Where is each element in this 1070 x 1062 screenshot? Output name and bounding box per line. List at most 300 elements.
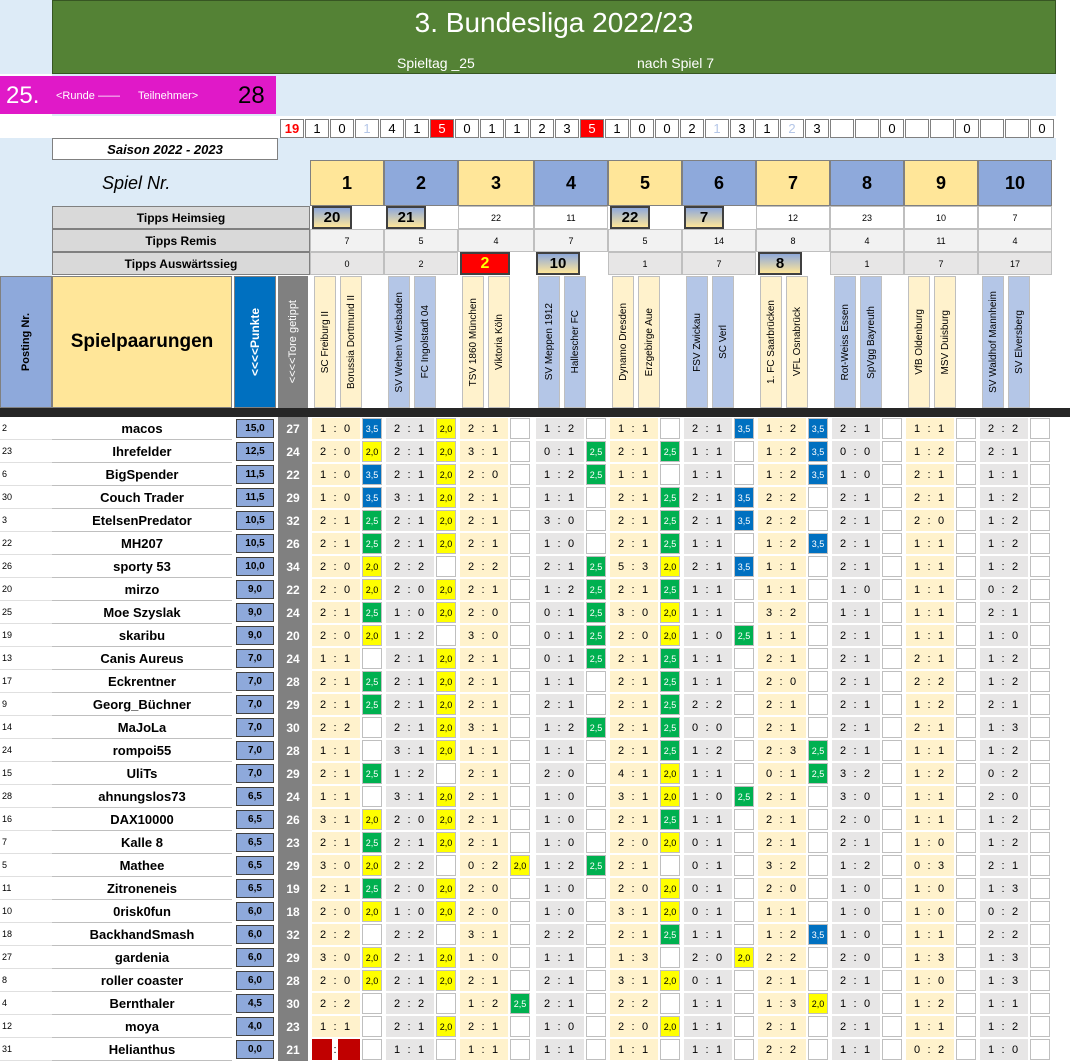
tipp-points xyxy=(734,464,754,485)
tipp-home: 1 xyxy=(617,422,625,435)
tipp-home: 1 xyxy=(913,905,921,918)
posting-nr: 7 xyxy=(0,831,52,854)
tipp-points xyxy=(956,901,976,922)
tipp-points xyxy=(1030,418,1050,439)
tipp-away: 1 xyxy=(641,928,649,941)
tipp-colon: : xyxy=(779,882,783,895)
tipp-home: 1 xyxy=(319,491,327,504)
table-row xyxy=(0,509,1070,532)
posting-nr: 25 xyxy=(0,601,52,624)
tipp-colon: : xyxy=(557,905,561,918)
teilnehmer-label: Teilnehmer> xyxy=(138,90,199,102)
tipp-colon: : xyxy=(853,491,857,504)
tipp-colon: : xyxy=(705,813,709,826)
tipp-away: 1 xyxy=(491,537,499,550)
tipp-colon: : xyxy=(557,629,561,642)
tipp-colon: : xyxy=(631,422,635,435)
tipp-points: 2,0 xyxy=(436,1016,456,1037)
tipp-home: 1 xyxy=(839,468,847,481)
table-row xyxy=(0,624,1070,647)
tipp-points xyxy=(956,694,976,715)
top-number-cell xyxy=(855,119,879,138)
tipp-points: 2,0 xyxy=(436,901,456,922)
tore-getippt: 29 xyxy=(278,946,308,969)
tipp-points xyxy=(586,418,606,439)
tore-getippt: 18 xyxy=(278,900,308,923)
tipp-points: 2,0 xyxy=(660,625,680,646)
tipp-home: 2 xyxy=(617,997,625,1010)
posting-nr: 5 xyxy=(0,854,52,877)
tipp-away: 1 xyxy=(641,514,649,527)
tipp-colon: : xyxy=(631,951,635,964)
tipp-points xyxy=(586,809,606,830)
tipp-home: 0 xyxy=(691,905,699,918)
tipp-points xyxy=(882,487,902,508)
tipp-home: 2 xyxy=(913,514,921,527)
tipp-colon: : xyxy=(853,537,857,550)
tipp-points: 2,0 xyxy=(436,671,456,692)
tipp-home: 1 xyxy=(913,951,921,964)
team-home-header xyxy=(834,276,856,408)
tipp-points xyxy=(436,1039,456,1060)
tipp-away: 1 xyxy=(937,790,945,803)
tipp-points: 3,5 xyxy=(808,418,828,439)
tipp-home: 2 xyxy=(467,882,475,895)
tipp-colon: : xyxy=(333,928,337,941)
team-home-header xyxy=(462,276,484,408)
top-number-cell: 3 xyxy=(805,119,829,138)
tipp-points: 2,0 xyxy=(436,832,456,853)
tipp-colon: : xyxy=(1001,468,1005,481)
tipp-points xyxy=(586,740,606,761)
teilnehmer-count: 28 xyxy=(238,82,265,109)
table-row xyxy=(0,785,1070,808)
tipp-points: 2,0 xyxy=(436,441,456,462)
tipp-points xyxy=(586,763,606,784)
tipp-colon: : xyxy=(853,445,857,458)
player-name: gardenia xyxy=(52,946,232,969)
posting-nr: 10 xyxy=(0,900,52,923)
tipp-colon: : xyxy=(1001,698,1005,711)
tipp-home: 2 xyxy=(393,836,401,849)
tipp-colon: : xyxy=(705,997,709,1010)
tipp-colon: : xyxy=(333,951,337,964)
player-name: Helianthus xyxy=(52,1038,232,1061)
tipp-home: 2 xyxy=(839,491,847,504)
tipp-away: 0 xyxy=(715,629,723,642)
tipp-away: 1 xyxy=(937,629,945,642)
tipp-home: 2 xyxy=(839,951,847,964)
tipp-home: 1 xyxy=(839,928,847,941)
tore-getippt: 24 xyxy=(278,440,308,463)
tore-getippt: 19 xyxy=(278,877,308,900)
tipp-points: 3,5 xyxy=(734,487,754,508)
tipp-colon: : xyxy=(927,514,931,527)
tipp-home: 1 xyxy=(543,721,551,734)
tipp-points xyxy=(956,924,976,945)
tipp-home: 3 xyxy=(617,974,625,987)
tipp-away: 1 xyxy=(491,767,499,780)
tipp-away: 1 xyxy=(491,491,499,504)
tipp-home: 1 xyxy=(467,1043,475,1056)
table-row xyxy=(0,854,1070,877)
tipp-away: 1 xyxy=(343,790,351,803)
team-home-name: 1. FC Saarbrücken xyxy=(765,300,777,384)
tipp-home: 1 xyxy=(617,951,625,964)
table-row xyxy=(0,463,1070,486)
tipp-away: 0 xyxy=(417,905,425,918)
heimsieg-label: Tipps Heimsieg xyxy=(52,206,310,229)
table-row xyxy=(0,440,1070,463)
tipp-home: 2 xyxy=(467,905,475,918)
tipp-colon: : xyxy=(557,514,561,527)
top-number-cell: 0 xyxy=(880,119,904,138)
tipp-away: 2 xyxy=(343,928,351,941)
tipp-away: 1 xyxy=(567,1043,575,1056)
tipp-points: 2,0 xyxy=(436,717,456,738)
tipp-colon: : xyxy=(557,537,561,550)
tipp-away: 0 xyxy=(567,514,575,527)
tipp-colon: : xyxy=(481,974,485,987)
tipp-colon: : xyxy=(407,974,411,987)
tipp-home: 3 xyxy=(765,606,773,619)
tipp-home: 1 xyxy=(839,859,847,872)
tipp-home: 2 xyxy=(467,790,475,803)
tipp-points xyxy=(956,1016,976,1037)
tipp-points xyxy=(734,878,754,899)
tipp-home: 0 xyxy=(839,445,847,458)
tipp-colon: : xyxy=(853,583,857,596)
tipp-home: 1 xyxy=(543,790,551,803)
tipp-points: 2,5 xyxy=(660,809,680,830)
tipp-colon: : xyxy=(779,1043,783,1056)
tipp-away: 2 xyxy=(491,859,499,872)
tipp-home: 2 xyxy=(467,1020,475,1033)
tipp-away: 0 xyxy=(567,790,575,803)
tipp-home: 1 xyxy=(913,445,921,458)
tipp-home: 2 xyxy=(543,560,551,573)
tipp-home: 2 xyxy=(393,859,401,872)
tipp-home: 1 xyxy=(839,905,847,918)
team-away-name: VFL Osnabrück xyxy=(791,307,803,377)
tipp-away: 1 xyxy=(863,836,871,849)
tipp-home: 2 xyxy=(319,514,327,527)
tipp-home: 2 xyxy=(467,606,475,619)
tipp-colon: : xyxy=(1001,882,1005,895)
tipp-colon: : xyxy=(1001,790,1005,803)
tipp-home: 1 xyxy=(987,997,995,1010)
top-number-cell: 1 xyxy=(480,119,504,138)
tipp-colon: : xyxy=(779,537,783,550)
tipp-heimsieg: 7 xyxy=(978,206,1052,229)
tipp-points: 2,5 xyxy=(660,487,680,508)
tipp-colon: : xyxy=(631,859,635,872)
tipp-home: 0 xyxy=(543,629,551,642)
tipp-colon: : xyxy=(407,629,411,642)
tipp-points xyxy=(882,901,902,922)
tipp-points xyxy=(510,648,530,669)
tipp-colon: : xyxy=(631,583,635,596)
tipp-colon: : xyxy=(779,698,783,711)
tipp-colon: : xyxy=(927,721,931,734)
tipp-colon: : xyxy=(557,928,561,941)
tipp-away: 1 xyxy=(641,813,649,826)
tipp-home: 2 xyxy=(839,698,847,711)
tipp-home: 2 xyxy=(393,997,401,1010)
tipp-colon: : xyxy=(853,422,857,435)
tipp-home: 2 xyxy=(319,606,327,619)
tipp-colon: : xyxy=(557,1043,561,1056)
tipp-home: 2 xyxy=(839,813,847,826)
tipp-away: 1 xyxy=(937,606,945,619)
top-number-cell: 0 xyxy=(655,119,679,138)
tipp-points: 3,5 xyxy=(362,418,382,439)
player-name: BackhandSmash xyxy=(52,923,232,946)
tipp-points xyxy=(362,786,382,807)
tipp-home: 2 xyxy=(617,629,625,642)
tipp-home: 1 xyxy=(393,767,401,780)
player-name: 0risk0fun xyxy=(52,900,232,923)
tipp-colon: : xyxy=(481,1020,485,1033)
tore-getippt: 34 xyxy=(278,555,308,578)
tipp-auswaerts: 7 xyxy=(904,252,978,275)
tipp-home: 2 xyxy=(393,675,401,688)
tipp-away: 1 xyxy=(491,422,499,435)
tipp-home: 2 xyxy=(319,698,327,711)
tipp-home: 2 xyxy=(617,744,625,757)
tipp-home: 1 xyxy=(543,882,551,895)
tipp-away: 1 xyxy=(343,882,351,895)
tipp-colon: : xyxy=(927,652,931,665)
tipp-points xyxy=(510,579,530,600)
tipp-points xyxy=(1030,441,1050,462)
team-away-name: FC Ingolstadt 04 xyxy=(419,305,431,379)
tipp-home: 2 xyxy=(543,997,551,1010)
tipp-colon: : xyxy=(705,606,709,619)
team-away-name: SV Elversberg xyxy=(1013,310,1025,374)
player-name: Moe Szyslak xyxy=(52,601,232,624)
tipp-away: 1 xyxy=(343,836,351,849)
tipp-points xyxy=(436,993,456,1014)
tipp-home: 2 xyxy=(393,468,401,481)
table-row xyxy=(0,762,1070,785)
table-row xyxy=(0,716,1070,739)
tipp-home: 2 xyxy=(617,928,625,941)
runde-number: 25. xyxy=(6,82,40,109)
game-number: 8 xyxy=(830,160,904,206)
tipp-points xyxy=(882,832,902,853)
tipp-away: 1 xyxy=(491,813,499,826)
tipp-points: 2,5 xyxy=(586,717,606,738)
tipp-away: 1 xyxy=(715,606,723,619)
tipp-home: 2 xyxy=(691,514,699,527)
tipp-away: 1 xyxy=(343,1020,351,1033)
player-name: Couch Trader xyxy=(52,486,232,509)
tipp-away: 0 xyxy=(343,491,351,504)
tipp-colon: : xyxy=(779,859,783,872)
tipp-points xyxy=(510,809,530,830)
tipp-home: 0 xyxy=(765,767,773,780)
table-row xyxy=(0,923,1070,946)
tipp-home: 2 xyxy=(319,445,327,458)
player-name: UliTs xyxy=(52,762,232,785)
tipp-home: 1 xyxy=(913,1020,921,1033)
tipp-points xyxy=(586,533,606,554)
tipp-points xyxy=(956,602,976,623)
tipp-colon: : xyxy=(779,974,783,987)
tipp-colon: : xyxy=(705,698,709,711)
posting-header: Posting Nr. xyxy=(0,276,52,408)
tipp-colon: : xyxy=(1001,905,1005,918)
tipp-away: 2 xyxy=(417,629,425,642)
tipp-colon: : xyxy=(927,767,931,780)
tipp-away: 2 xyxy=(937,997,945,1010)
tipp-points: 2,5 xyxy=(660,579,680,600)
tipp-points: 3,5 xyxy=(808,924,828,945)
tipp-colon: : xyxy=(407,836,411,849)
tipp-away: 1 xyxy=(641,537,649,550)
tipp-colon: : xyxy=(631,468,635,481)
tipp-away: 0 xyxy=(567,813,575,826)
tipp-colon: : xyxy=(705,468,709,481)
tipp-home: 2 xyxy=(467,491,475,504)
tipp-home: 0 xyxy=(467,859,475,872)
tipp-away: 1 xyxy=(937,491,945,504)
tipp-colon: : xyxy=(407,583,411,596)
tipp-points xyxy=(882,579,902,600)
table-row xyxy=(0,532,1070,555)
tipp-away: 2 xyxy=(789,422,797,435)
tipp-points xyxy=(734,671,754,692)
tipp-away: 3 xyxy=(937,859,945,872)
tipp-points xyxy=(362,648,382,669)
corner-fill xyxy=(0,0,52,74)
tipp-home: 1 xyxy=(691,813,699,826)
player-punkte: 10,5 xyxy=(236,534,274,553)
top-number-cell: 2 xyxy=(680,119,704,138)
tipp-colon: : xyxy=(333,560,337,573)
tipp-away: 1 xyxy=(1011,445,1019,458)
team-home-name: SV Meppen 1912 xyxy=(543,303,555,381)
tipp-away: 0 xyxy=(491,629,499,642)
tipp-away: 1 xyxy=(937,560,945,573)
tipp-home: 1 xyxy=(913,974,921,987)
tipp-home: 1 xyxy=(691,1020,699,1033)
tipp-colon: : xyxy=(557,675,561,688)
tipp-away: 2 xyxy=(1011,537,1019,550)
tipp-points xyxy=(808,648,828,669)
tipp-away: 1 xyxy=(715,813,723,826)
tipp-away: 1 xyxy=(343,698,351,711)
tipp-colon: : xyxy=(333,583,337,596)
tipp-home: 2 xyxy=(467,767,475,780)
tipp-points xyxy=(808,487,828,508)
tipp-points xyxy=(882,993,902,1014)
tipp-away: 1 xyxy=(715,974,723,987)
tipp-remis: 5 xyxy=(384,229,458,252)
player-punkte: 7,0 xyxy=(236,649,274,668)
tipp-colon: : xyxy=(779,445,783,458)
posting-nr: 3 xyxy=(0,509,52,532)
tipp-home: 1 xyxy=(393,606,401,619)
tipp-points xyxy=(882,464,902,485)
tipp-points: 3,5 xyxy=(734,510,754,531)
tipp-points: 3,5 xyxy=(362,464,382,485)
tipp-points: 2,5 xyxy=(660,924,680,945)
tipp-home: 0 xyxy=(987,905,995,918)
tipp-home: 1 xyxy=(765,445,773,458)
tore-getippt: 26 xyxy=(278,808,308,831)
tipp-colon: : xyxy=(631,698,635,711)
top-number-cell: 2 xyxy=(530,119,554,138)
tipp-colon: : xyxy=(927,422,931,435)
tipp-colon: : xyxy=(481,813,485,826)
tipp-away: 1 xyxy=(417,974,425,987)
tipp-home: 2 xyxy=(913,675,921,688)
tore-getippt: 26 xyxy=(278,532,308,555)
tipp-colon: : xyxy=(407,675,411,688)
auswaerts-label: Tipps Auswärtssieg xyxy=(52,252,310,275)
tipp-colon: : xyxy=(927,1020,931,1033)
tipp-home: 2 xyxy=(987,928,995,941)
team-away-name: MSV Duisburg xyxy=(939,309,951,375)
tipp-colon: : xyxy=(779,721,783,734)
tipp-colon: : xyxy=(481,859,485,872)
tipp-points xyxy=(586,970,606,991)
top-number-cell: 1 xyxy=(705,119,729,138)
tipp-away: 1 xyxy=(863,675,871,688)
tipp-points: 2,5 xyxy=(586,441,606,462)
tipp-away: 0 xyxy=(343,445,351,458)
top-number-cell xyxy=(905,119,929,138)
tore-getippt: 20 xyxy=(278,624,308,647)
tipp-colon: : xyxy=(779,675,783,688)
tipp-colon: : xyxy=(927,744,931,757)
tipp-away: 1 xyxy=(567,652,575,665)
tipp-away: 1 xyxy=(789,721,797,734)
tipp-colon: : xyxy=(631,928,635,941)
tipp-away: 2 xyxy=(863,767,871,780)
tipp-colon: : xyxy=(705,491,709,504)
posting-nr: 15 xyxy=(0,762,52,785)
tipp-colon: : xyxy=(779,951,783,964)
tipp-colon: : xyxy=(1001,997,1005,1010)
tipp-away: 0 xyxy=(417,583,425,596)
tipp-points: 2,0 xyxy=(436,947,456,968)
tipp-home: 1 xyxy=(987,1043,995,1056)
tipp-away: 1 xyxy=(417,698,425,711)
tipp-points: 2,5 xyxy=(362,533,382,554)
tipp-away: 0 xyxy=(937,836,945,849)
tipp-points: 2,0 xyxy=(660,901,680,922)
tipp-colon: : xyxy=(333,491,337,504)
tipp-points xyxy=(436,763,456,784)
tipp-colon: : xyxy=(1001,606,1005,619)
tipp-points: 2,5 xyxy=(586,855,606,876)
tipp-colon: : xyxy=(557,445,561,458)
tipp-home: 1 xyxy=(987,468,995,481)
top-number-cell: 4 xyxy=(380,119,404,138)
tipp-away: 1 xyxy=(567,560,575,573)
tipp-away: 2 xyxy=(1011,560,1019,573)
tipp-home: 2 xyxy=(393,813,401,826)
tipp-away: 0 xyxy=(491,606,499,619)
player-punkte: 6,5 xyxy=(236,856,274,875)
tipp-home: 1 xyxy=(765,928,773,941)
tipp-colon: : xyxy=(853,928,857,941)
top-number-cell: 0 xyxy=(330,119,354,138)
tipp-points xyxy=(586,1039,606,1060)
